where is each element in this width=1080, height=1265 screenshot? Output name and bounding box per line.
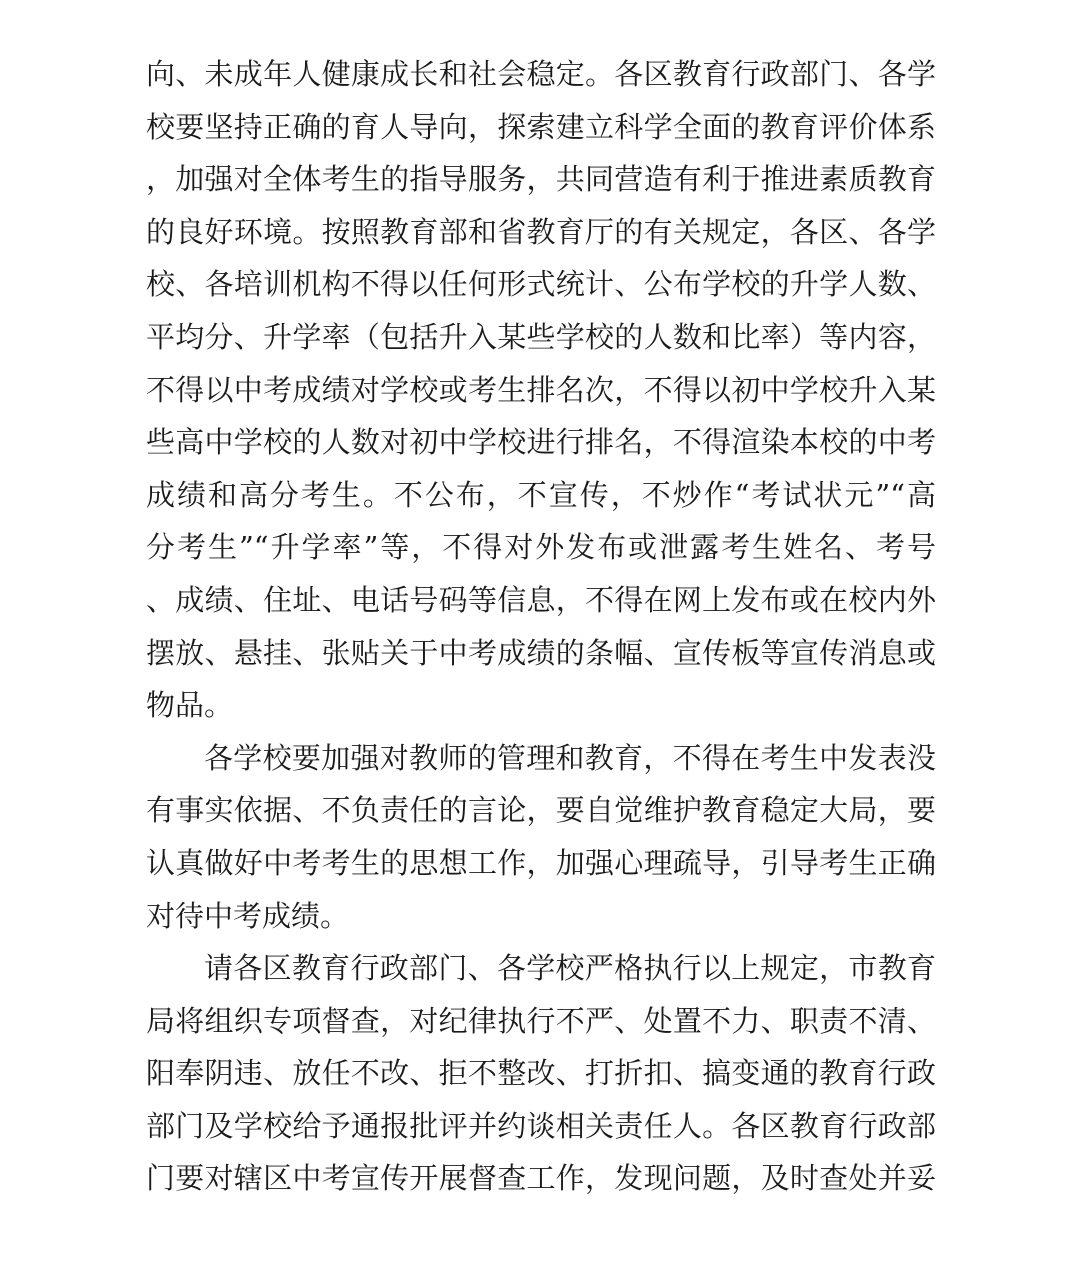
text-line: 校要坚持正确的育人导向，探索建立科学全面的教育评价体系: [146, 109, 936, 144]
document-body: [146, 48, 936, 1205]
text-line: 校、各培训机构不得以任何形式统计、公布学校的升学人数、: [146, 267, 936, 302]
text-line: 不得以中考成绩对学校或考生排名次，不得以初中学校升入某: [146, 372, 936, 407]
text-line: 请各区教育行政部门、各学校严格执行以上规定，市教育: [204, 951, 936, 986]
text-line: 物品。: [146, 688, 234, 723]
text-line: 对待中考成绩。: [146, 898, 350, 933]
text-line: 有事实依据、不负责任的言论，要自觉维护教育稳定大局，要: [146, 793, 936, 828]
text-line: 的良好环境。按照教育部和省教育厅的有关规定，各区、各学: [146, 214, 936, 249]
text-line: 分考生”“升学率”等，不得对外发布或泄露考生姓名、考号: [146, 530, 936, 565]
text-line: 认真做好中考考生的思想工作，加强心理疏导，引导考生正确: [146, 845, 936, 880]
text-line: 、成绩、住址、电话号码等信息，不得在网上发布或在校内外: [146, 582, 936, 617]
text-line: 平均分、升学率（包括升入某些学校的人数和比率）等内容，: [146, 319, 936, 354]
text-line: 部门及学校给予通报批评并约谈相关责任人。各区教育行政部: [146, 1108, 936, 1143]
text-line: 向、未成年人健康成长和社会稳定。各区教育行政部门、各学: [146, 57, 936, 91]
text-line: 门要对辖区中考宣传开展督查工作，发现问题，及时查处并妥: [146, 1161, 936, 1196]
text-line: 些高中学校的人数对初中学校进行排名，不得渲染本校的中考: [146, 425, 936, 460]
text-line: 各学校要加强对教师的管理和教育，不得在考生中发表没: [204, 740, 936, 775]
text-line: 摆放、悬挂、张贴关于中考成绩的条幅、宣传板等宣传消息或: [146, 635, 936, 670]
text-line: 局将组织专项督查，对纪律执行不严、处置不力、职责不清、: [146, 1003, 936, 1038]
text-line: 阳奉阴违、放任不改、拒不整改、打折扣、搞变通的教育行政: [146, 1056, 936, 1091]
text-line: ，加强对全体考生的指导服务，共同营造有利于推进素质教育: [146, 162, 936, 197]
text-line: 成绩和高分考生。不公布，不宣传，不炒作“考试状元”“高: [146, 477, 936, 512]
